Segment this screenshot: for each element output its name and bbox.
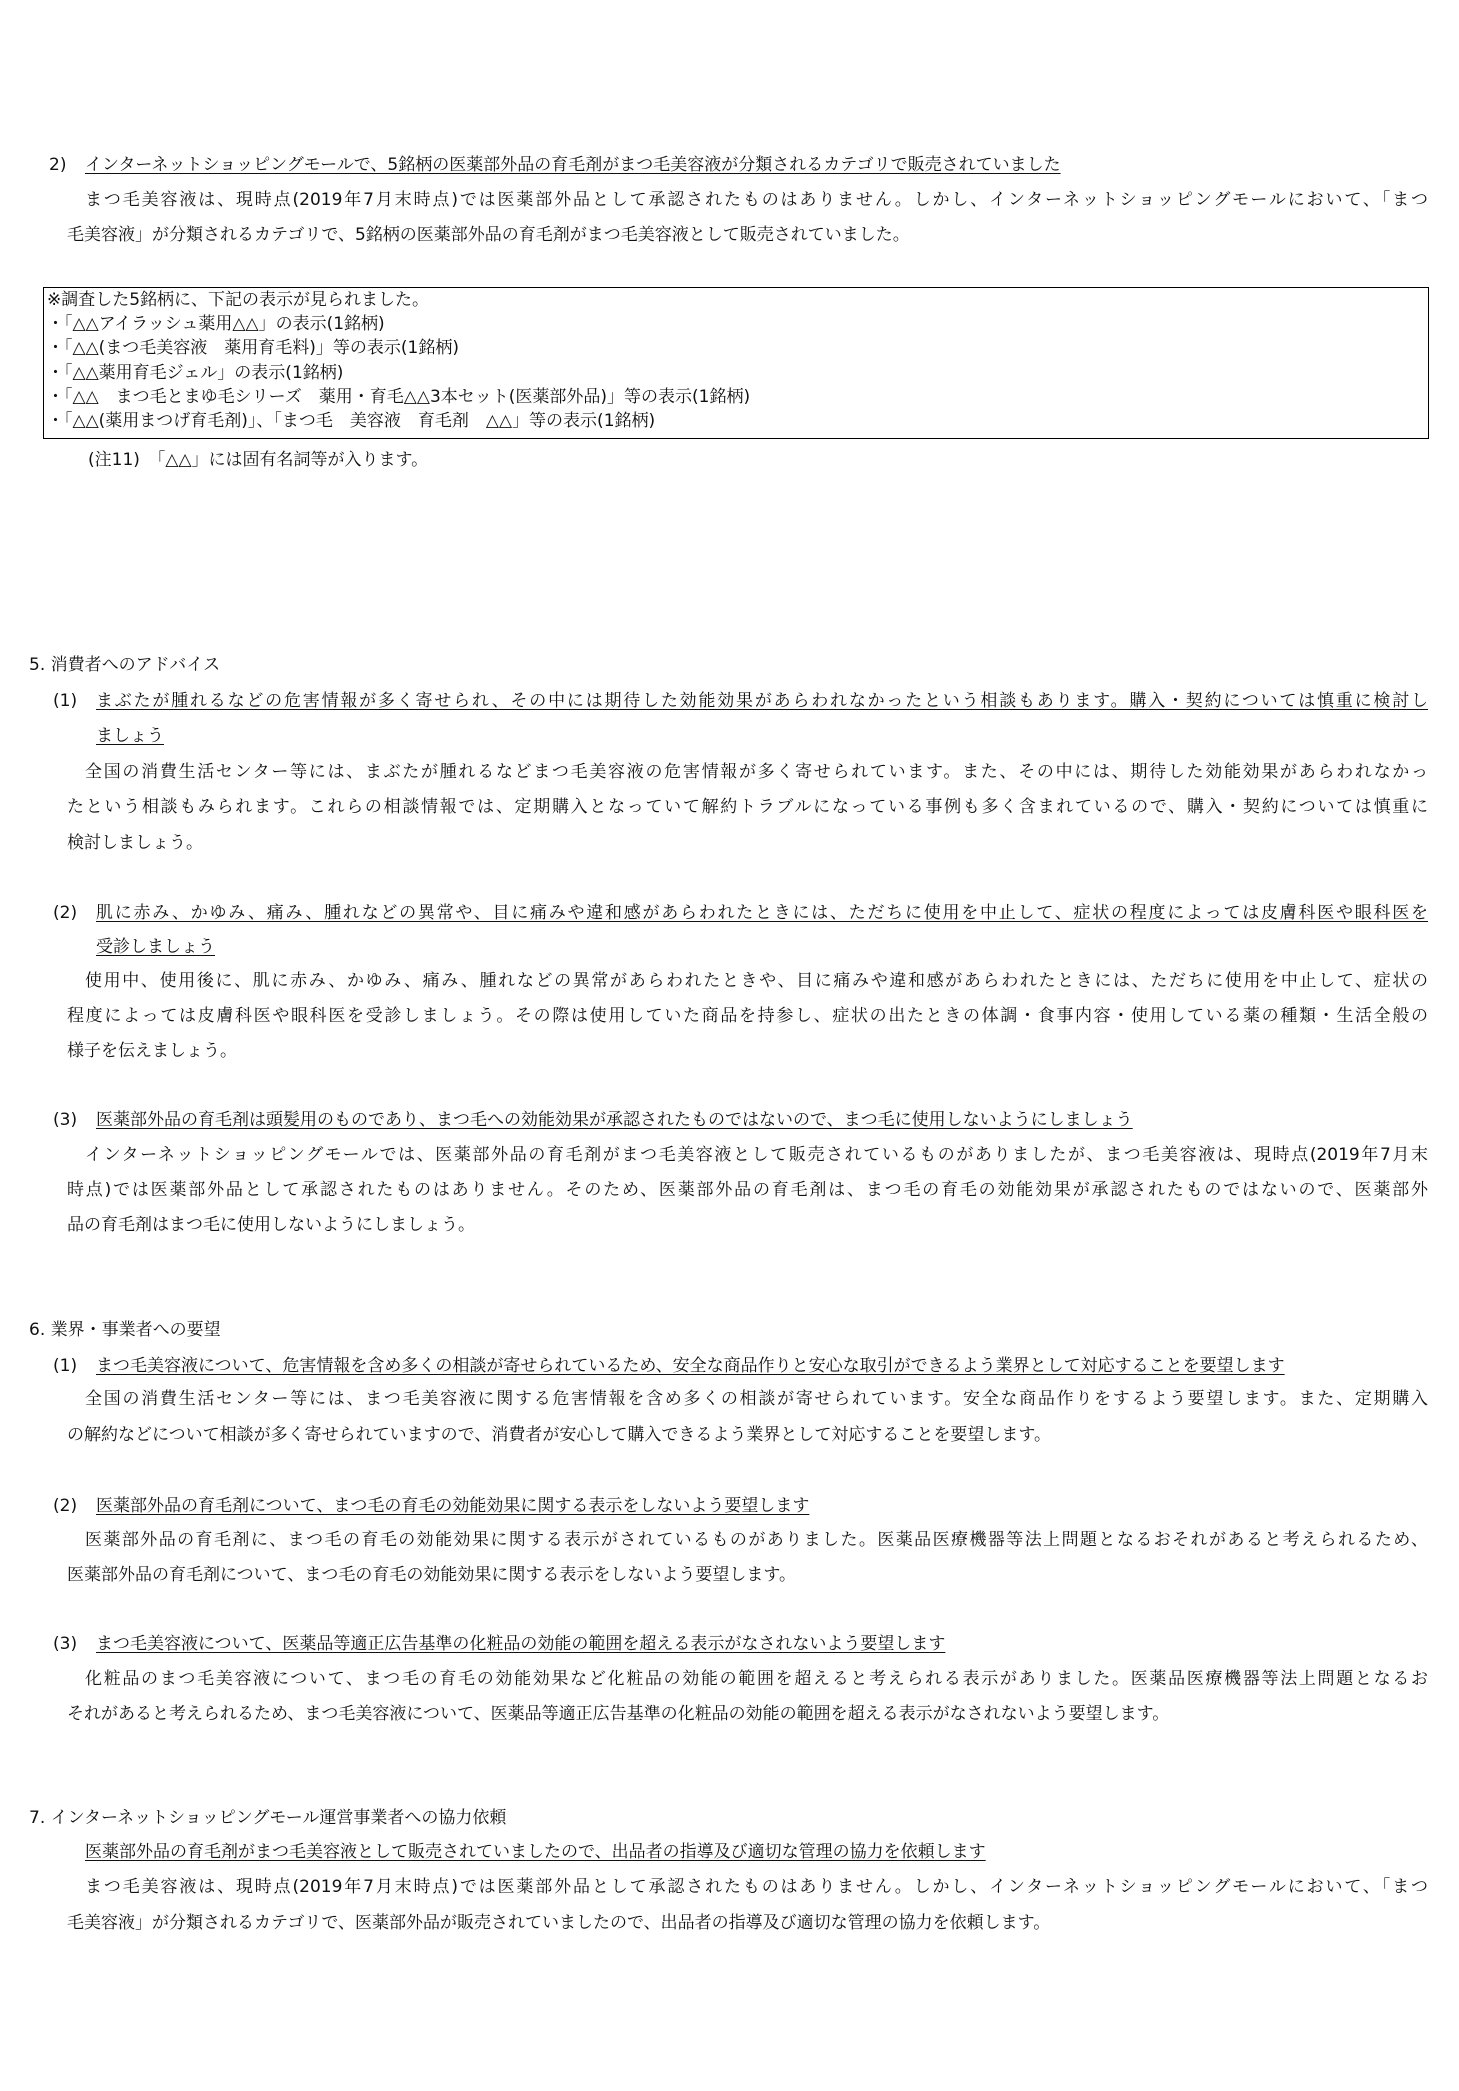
paragraph-line: それがあると考えられるため、まつ毛美容液について、医薬品等適正広告基準の化粧品の効能の範囲を超える表示がなされないよう要望します。 (67, 1704, 1170, 1724)
item-number: (2) (53, 903, 78, 923)
box-line: ・「△△薬用育毛ジェル」の表示(1銘柄) (47, 363, 344, 383)
paragraph-line: 医薬部外品の育毛剤について、まつ毛の育毛の効能効果に関する表示をしないよう要望します。 (67, 1565, 796, 1585)
paragraph-line: 時点)では医薬部外品として承認されたものはありません。そのため、医薬部外品の育毛剤は、まつ毛の育毛の効能効果が承認されたものではないので、医薬部外 (67, 1180, 1428, 1200)
paragraph-line: 様子を伝えましょう。 (67, 1041, 237, 1061)
box-line: ※調査した5銘柄に、下記の表示が見られました。 (47, 290, 430, 310)
paragraph-line: まつ毛美容液は、現時点(2019年7月末時点)では医薬部外品として承認されたものはありません。しかし、インターネットショッピングモールにおいて、「まつ (85, 1877, 1428, 1897)
item-heading: 医薬部外品の育毛剤がまつ毛美容液として販売されていましたので、出品者の指導及び適切な管理の協力を依頼します (85, 1842, 986, 1862)
section-title: 6. 業界・事業者への要望 (29, 1320, 221, 1340)
paragraph-line: 医薬部外品の育毛剤に、まつ毛の育毛の効能効果に関する表示がされているものがありました。医薬品医療機器等法上問題となるおそれがあると考えられるため、 (85, 1530, 1428, 1550)
paragraph-line: 毛美容液」が分類されるカテゴリで、医薬部外品が販売されていましたので、出品者の指導及び適切な管理の協力を依頼します。 (67, 1913, 1051, 1933)
item-number: (2) (53, 1496, 78, 1516)
item-number: (1) (53, 1356, 78, 1376)
item-heading: まぶたが腫れるなどの危害情報が多く寄せられ、その中には期待した効能効果があらわれなかったという相談もあります。購入・契約については慎重に検討し (96, 691, 1428, 711)
item-heading: まつ毛美容液について、危害情報を含め多くの相談が寄せられているため、安全な商品作りと安心な取引ができるよう業界として対応することを要望します (96, 1356, 1285, 1376)
paragraph-line: 毛美容液」が分類されるカテゴリで、5銘柄の医薬部外品の育毛剤がまつ毛美容液として販売されていました。 (67, 225, 910, 245)
item-heading: ましょう (96, 726, 164, 746)
item-heading: 受診しましょう (96, 937, 215, 957)
paragraph-line: たという相談もみられます。これらの相談情報では、定期購入となっていて解約トラブルになっている事例も多く含まれているので、購入・契約については慎重に (67, 797, 1428, 817)
paragraph-line: 化粧品のまつ毛美容液について、まつ毛の育毛の効能効果など化粧品の効能の範囲を超えると考えられる表示がありました。医薬品医療機器等法上問題となるお (85, 1669, 1428, 1689)
item-number: 2) (49, 155, 67, 175)
item-heading: 医薬部外品の育毛剤について、まつ毛の育毛の効能効果に関する表示をしないよう要望します (96, 1496, 810, 1516)
box-line: ・「△△ まつ毛とまゆ毛シリーズ 薬用・育毛△△3本セット(医薬部外品)」等の表示(1銘柄) (47, 387, 751, 407)
item-heading: 医薬部外品の育毛剤は頭髪用のものであり、まつ毛への効能効果が承認されたものではないので、まつ毛に使用しないようにしましょう (96, 1110, 1133, 1130)
item-number: (3) (53, 1634, 78, 1654)
box-line: ・「△△(まつ毛美容液 薬用育毛料)」等の表示(1銘柄) (47, 338, 459, 358)
paragraph-line: 使用中、使用後に、肌に赤み、かゆみ、痛み、腫れなどの異常があらわれたときや、目に痛みや違和感があらわれたときには、ただちに使用を中止して、症状の (85, 971, 1428, 991)
item-number: (3) (53, 1110, 78, 1130)
item-heading: まつ毛美容液について、医薬品等適正広告基準の化粧品の効能の範囲を超える表示がなされないよう要望します (96, 1634, 946, 1654)
paragraph-line: まつ毛美容液は、現時点(2019年7月末時点)では医薬部外品として承認されたものはありません。しかし、インターネットショッピングモールにおいて、「まつ (85, 190, 1428, 210)
paragraph-line: 品の育毛剤はまつ毛に使用しないようにしましょう。 (67, 1215, 475, 1235)
item-heading: 肌に赤み、かゆみ、痛み、腫れなどの異常や、目に痛みや違和感があらわれたときには、ただちに使用を中止して、症状の程度によっては皮膚科医や眼科医を (96, 903, 1428, 923)
paragraph-line: 全国の消費生活センター等には、まぶたが腫れるなどまつ毛美容液の危害情報が多く寄せられています。また、その中には、期待した効能効果があらわれなかっ (85, 762, 1428, 782)
item-number: (1) (53, 691, 78, 711)
section-title: 7. インターネットショッピングモール運営事業者への協力依頼 (29, 1808, 507, 1828)
box-line: ・「△△アイラッシュ薬用△△」の表示(1銘柄) (47, 314, 385, 334)
section-title: 5. 消費者へのアドバイス (29, 655, 221, 675)
footnote: (注11) 「△△」には固有名詞等が入ります。 (88, 450, 429, 470)
paragraph-line: 全国の消費生活センター等には、まつ毛美容液に関する危害情報を含め多くの相談が寄せられています。安全な商品作りをするよう要望します。また、定期購入 (85, 1389, 1428, 1409)
box-line: ・「△△(薬用まつげ育毛剤)」、「まつ毛 美容液 育毛剤 △△」等の表示(1銘柄) (47, 411, 656, 431)
paragraph-line: 検討しましょう。 (67, 833, 203, 853)
subsection-heading: インターネットショッピングモールで、5銘柄の医薬部外品の育毛剤がまつ毛美容液が分類されるカテゴリで販売されていました (85, 155, 1061, 175)
paragraph-line: 程度によっては皮膚科医や眼科医を受診しましょう。その際は使用していた商品を持参し、症状の出たときの体調・食事内容・使用している薬の種類・生活全般の (67, 1006, 1428, 1026)
paragraph-line: インターネットショッピングモールでは、医薬部外品の育毛剤がまつ毛美容液として販売されているものがありましたが、まつ毛美容液は、現時点(2019年7月末 (85, 1145, 1428, 1165)
paragraph-line: の解約などについて相談が多く寄せられていますので、消費者が安心して購入できるよう業界として対応することを要望します。 (67, 1425, 1051, 1445)
